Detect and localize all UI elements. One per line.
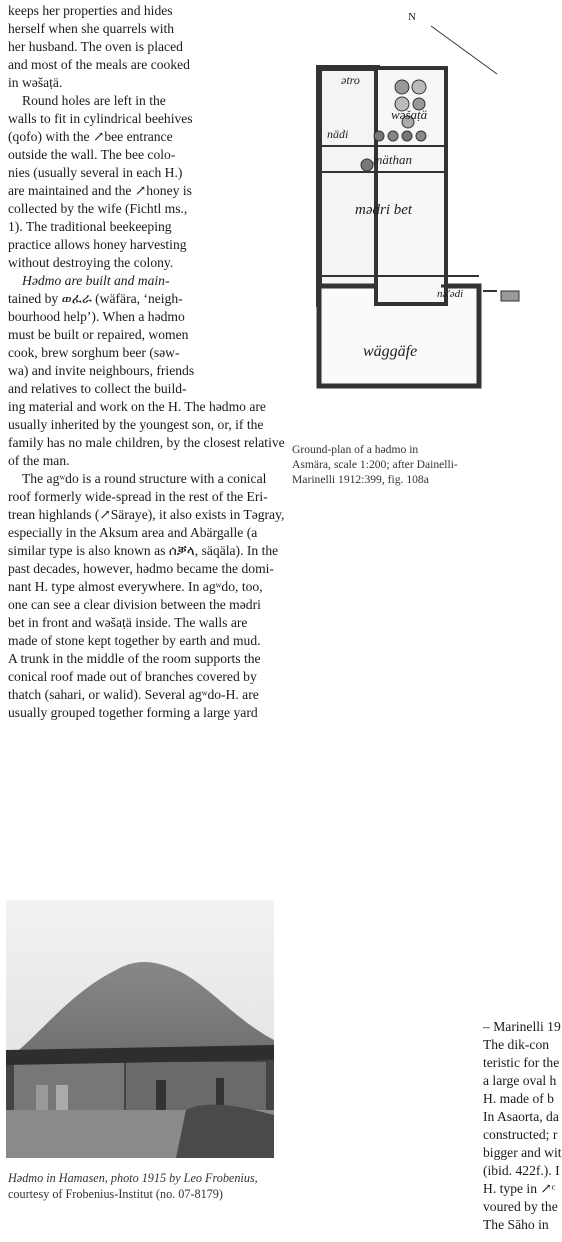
text-line: ing material and work on the H. The hədmo are bbox=[8, 399, 266, 414]
figure-caption-line: Ground-plan of a hədmo in bbox=[292, 443, 419, 456]
text-line: without destroying the colony. bbox=[8, 255, 174, 270]
text-line: wa) and invite neighbours, friends bbox=[8, 363, 195, 378]
text-line: family has no male children, by the closest relative bbox=[8, 435, 285, 450]
room-label-etro: ətro bbox=[341, 73, 360, 87]
text-line: of the man. bbox=[8, 453, 70, 468]
room-label-nadi: nädi bbox=[327, 127, 349, 141]
text-line: trean highlands (↗Säraye), it also exists in Təgray, bbox=[8, 507, 285, 522]
text-line: The agʷdo is a round structure with a conical bbox=[22, 471, 267, 486]
text-line: and relatives to collect the build- bbox=[8, 381, 187, 396]
text-line: Hədmo are built and main- bbox=[22, 273, 170, 288]
figure-caption-line: Marinelli 1912:399, fig. 108a bbox=[292, 473, 429, 486]
text-line: – Marinelli 19 bbox=[483, 1019, 561, 1034]
text-line: thatch (sahari, or walid). Several agʷdo-H. are bbox=[8, 687, 259, 702]
room-label-wesata: wəšaṭä bbox=[391, 107, 428, 122]
text-line: especially in the Aksum area and Abärgalle (a bbox=[8, 525, 258, 540]
text-line: bigger and wit bbox=[483, 1145, 562, 1160]
text-line: past decades, however, hədmo became the domi- bbox=[8, 561, 274, 576]
room-label-madri-bet: mədri bet bbox=[355, 202, 413, 218]
text-line: H. type in ↗ᶜ bbox=[483, 1181, 556, 1196]
text-line: keeps her properties and hides bbox=[8, 3, 173, 18]
text-line: Round holes are left in the bbox=[22, 93, 166, 108]
text-line: constructed; r bbox=[483, 1127, 558, 1142]
text-line: a large oval h bbox=[483, 1073, 557, 1088]
text-line: tained by ወፈራ (wäfära, ‘neigh- bbox=[8, 291, 183, 306]
text-line: one can see a clear division between the mədri bbox=[8, 597, 261, 612]
room-label-needi: nə'ədi bbox=[437, 288, 464, 300]
text-line: bet in front and wəšaṭä inside. The walls are bbox=[8, 615, 248, 630]
text-line: in wəšaṭä. bbox=[8, 75, 63, 90]
text-line: nant H. type almost everywhere. In agʷdo, too, bbox=[8, 579, 263, 594]
text-line: cook, brew sorghum beer (səw- bbox=[8, 345, 180, 360]
text-line: are maintained and the ↗honey is bbox=[8, 183, 192, 198]
text-line: roof formerly wide-spread in the rest of the Eri- bbox=[8, 489, 268, 504]
outer-wall-upper bbox=[319, 68, 377, 304]
text-line: bourhood help’). When a hədmo bbox=[8, 309, 185, 324]
text-line: 1). The traditional beekeeping bbox=[8, 219, 172, 234]
text-line: H. made of b bbox=[483, 1091, 554, 1106]
text-line: teristic for the bbox=[483, 1055, 560, 1070]
text-line: walls to fit in cylindrical beehives bbox=[8, 111, 193, 126]
text-line: voured by the bbox=[483, 1199, 558, 1214]
photo-caption-line: courtesy of Frobenius-Institut (no. 07-8179) bbox=[8, 1187, 223, 1201]
text-line: The dik-con bbox=[483, 1037, 550, 1052]
text-line: made of stone kept together by earth and mud. bbox=[8, 633, 261, 648]
text-line: collected by the wife (Fichtl ms., bbox=[8, 201, 188, 216]
text-line: In Asaorta, da bbox=[483, 1109, 559, 1124]
photo-caption-line: Hədmo in Hamasen, photo 1915 by Leo Frobenius, bbox=[8, 1171, 258, 1185]
text-line: nies (usually several in each H.) bbox=[8, 165, 183, 180]
room-label-mathan: mäthan bbox=[373, 152, 412, 167]
text-line: (ibid. 422f.). I bbox=[483, 1163, 560, 1178]
text-line: must be built or repaired, women bbox=[8, 327, 189, 342]
text-line: and most of the meals are cooked bbox=[8, 57, 190, 72]
text-line: practice allows honey harvesting bbox=[8, 237, 187, 252]
text-line: her husband. The oven is placed bbox=[8, 39, 183, 54]
text-line: (qofo) with the ↗bee entrance bbox=[8, 129, 173, 144]
text-line: A trunk in the middle of the room supports the bbox=[8, 651, 261, 666]
figure-caption-line: Asmära, scale 1:200; after Dainelli- bbox=[292, 458, 458, 471]
text-line: herself when she quarrels with bbox=[8, 21, 175, 36]
text-line: conical roof made out of branches covered by bbox=[8, 669, 257, 684]
text-line: outside the wall. The bee colo- bbox=[8, 147, 176, 162]
text-line: usually inherited by the youngest son, or, if the bbox=[8, 417, 264, 432]
text-line: similar type is also known as ሰቓላ, säqäla). In the bbox=[8, 543, 279, 558]
text-line: usually grouped together forming a large yard bbox=[8, 705, 258, 720]
hadmo-photo bbox=[6, 900, 274, 1160]
room-label-waggafe: wäggäfe bbox=[363, 343, 418, 360]
text-line: The Sāho in bbox=[483, 1217, 549, 1232]
ground-plan-figure bbox=[291, 4, 535, 434]
north-label: N bbox=[408, 11, 416, 23]
